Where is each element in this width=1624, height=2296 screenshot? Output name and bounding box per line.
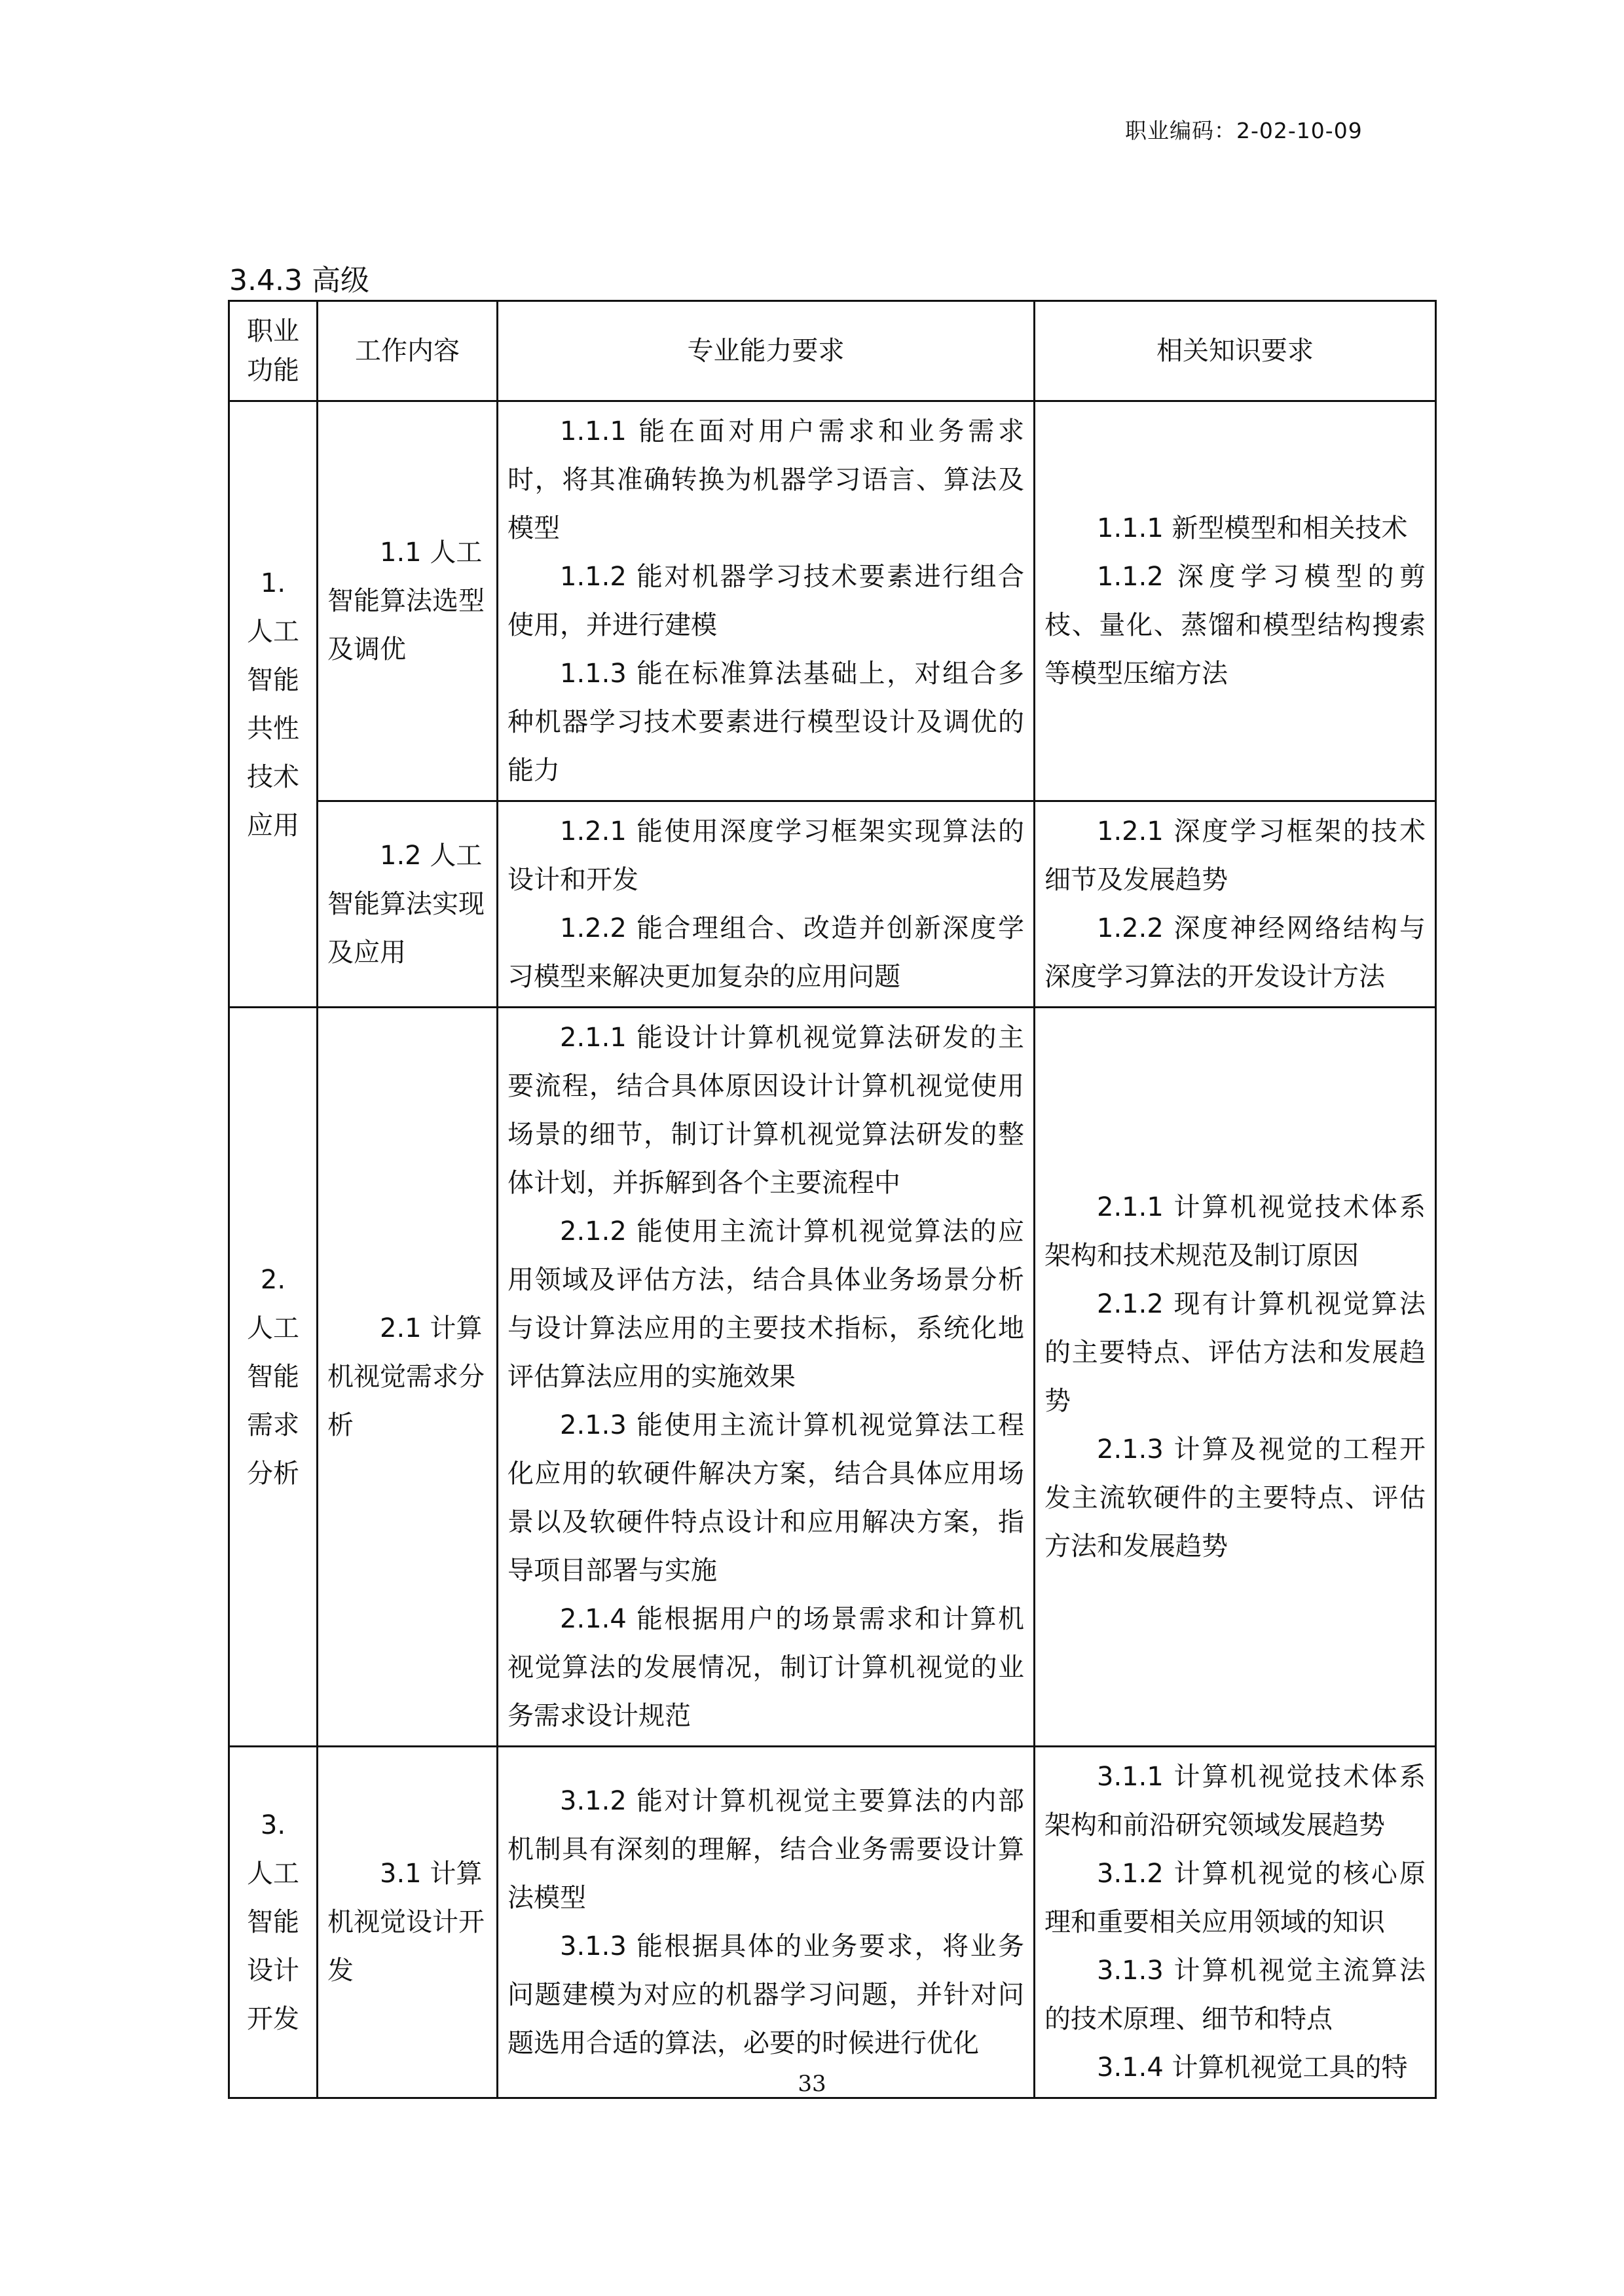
function-line: 开发 xyxy=(247,2004,299,2034)
function-line: 3. xyxy=(260,1810,286,1840)
skill-item: 3.1.3 能根据具体的业务要求，将业务问题建模为对应的机器学习问题，并针对问题选用合适的算法，必要的时候进行优化 xyxy=(507,1931,1024,2058)
function-line: 共性 xyxy=(247,713,299,744)
table-row xyxy=(229,401,1436,801)
knowledge-item: 1.1.1 新型模型和相关技术 xyxy=(1097,513,1408,543)
content-cell: 1.2 人工智能算法实现及应用 xyxy=(318,801,498,1008)
knowledge-item: 1.1.2 深度学习模型的剪枝、量化、蒸馏和模型结构搜索等模型压缩方法 xyxy=(1044,562,1426,689)
skills-cell xyxy=(498,401,1035,801)
knowledge-item: 2.1.2 现有计算机视觉算法的主要特点、评估方法和发展趋势 xyxy=(1044,1289,1426,1416)
skill-item: 2.1.2 能使用主流计算机视觉算法的应用领域及评估方法，结合具体业务场景分析与设计算法应用的主要技术指标，系统化地评估算法应用的实施效果 xyxy=(507,1216,1024,1392)
function-line: 智能 xyxy=(247,1907,299,1937)
function-line: 人工 xyxy=(247,616,299,647)
function-line: 人工 xyxy=(247,1859,299,1889)
knowledge-item: 1.2.2 深度神经网络结构与深度学习算法的开发设计方法 xyxy=(1044,913,1426,992)
function-line: 智能 xyxy=(247,1362,299,1392)
skill-item: 3.1.2 能对计算机视觉主要算法的内部机制具有深刻的理解，结合业务需要设计算法模型 xyxy=(507,1786,1024,1913)
table-row xyxy=(229,801,1436,1008)
knowledge-item: 3.1.4 计算机视觉工具的特 xyxy=(1097,2052,1408,2083)
knowledge-cell xyxy=(1035,801,1436,1008)
function-line: 应用 xyxy=(247,810,299,841)
knowledge-item: 2.1.1 计算机视觉技术体系架构和技术规范及制订原因 xyxy=(1044,1192,1426,1271)
function-cell xyxy=(229,1008,318,1747)
table-row xyxy=(229,1008,1436,1747)
content-cell: 2.1 计算机视觉需求分析 xyxy=(318,1008,498,1747)
skill-item: 1.1.1 能在面对用户需求和业务需求时，将其准确转换为机器学习语言、算法及模型 xyxy=(507,416,1024,543)
function-line: 2. xyxy=(260,1265,286,1295)
function-line: 1. xyxy=(260,568,286,598)
knowledge-item: 1.2.1 深度学习框架的技术细节及发展趋势 xyxy=(1044,816,1426,895)
skill-item: 2.1.3 能使用主流计算机视觉算法工程化应用的软硬件解决方案，结合具体应用场景以及软硬件特点设计和应用解决方案，指导项目部署与实施 xyxy=(507,1410,1024,1586)
header-function xyxy=(229,301,318,401)
skill-item: 2.1.1 能设计计算机视觉算法研发的主要流程，结合具体原因设计计算机视觉使用场景的细节，制订计算机视觉算法研发的整体计划，并拆解到各个主要流程中 xyxy=(507,1023,1024,1198)
function-cell xyxy=(229,401,318,1008)
skills-cell xyxy=(498,1008,1035,1747)
page-number: 33 xyxy=(798,2071,826,2097)
content-cell: 3.1 计算机视觉设计开发 xyxy=(318,1747,498,2098)
skills-cell xyxy=(498,801,1035,1008)
function-line: 智能 xyxy=(247,665,299,695)
knowledge-item: 3.1.2 计算机视觉的核心原理和重要相关应用领域的知识 xyxy=(1044,1859,1426,1937)
function-line: 分析 xyxy=(247,1459,299,1489)
occupation-code: 职业编码：2-02-10-09 xyxy=(1125,118,1363,143)
requirements-table xyxy=(228,300,1437,2099)
knowledge-cell xyxy=(1035,1747,1436,2098)
knowledge-item: 3.1.1 计算机视觉技术体系架构和前沿研究领域发展趋势 xyxy=(1044,1762,1426,1840)
skill-item: 1.2.1 能使用深度学习框架实现算法的设计和开发 xyxy=(507,816,1024,895)
knowledge-item: 3.1.3 计算机视觉主流算法的技术原理、细节和特点 xyxy=(1044,1956,1426,2034)
skill-item: 1.1.3 能在标准算法基础上，对组合多种机器学习技术要素进行模型设计及调优的能力 xyxy=(507,659,1024,786)
function-line: 需求 xyxy=(247,1410,299,1440)
skill-item: 1.2.2 能合理组合、改造并创新深度学习模型来解决更加复杂的应用问题 xyxy=(507,913,1024,992)
table-row xyxy=(229,1747,1436,2098)
function-cell xyxy=(229,1747,318,2098)
skill-item: 2.1.4 能根据用户的场景需求和计算机视觉算法的发展情况，制订计算机视觉的业务需求设计规范 xyxy=(507,1604,1024,1731)
function-line: 设计 xyxy=(247,1956,299,1986)
knowledge-item: 2.1.3 计算及视觉的工程开发主流软硬件的主要特点、评估方法和发展趋势 xyxy=(1044,1434,1426,1561)
header-knowledge: 相关知识要求 xyxy=(1035,301,1436,401)
skill-item: 1.1.2 能对机器学习技术要素进行组合使用，并进行建模 xyxy=(507,562,1024,640)
skills-cell xyxy=(498,1747,1035,2098)
header-function-label: 职业 功能 xyxy=(247,316,299,386)
knowledge-cell xyxy=(1035,401,1436,801)
content-cell: 1.1 人工智能算法选型及调优 xyxy=(318,401,498,801)
header-skills: 专业能力要求 xyxy=(498,301,1035,401)
knowledge-cell xyxy=(1035,1008,1436,1747)
header-content: 工作内容 xyxy=(318,301,498,401)
function-line: 技术 xyxy=(247,761,299,792)
table-header-row xyxy=(229,301,1436,401)
section-title: 3.4.3 高级 xyxy=(229,264,369,297)
function-line: 人工 xyxy=(247,1313,299,1343)
